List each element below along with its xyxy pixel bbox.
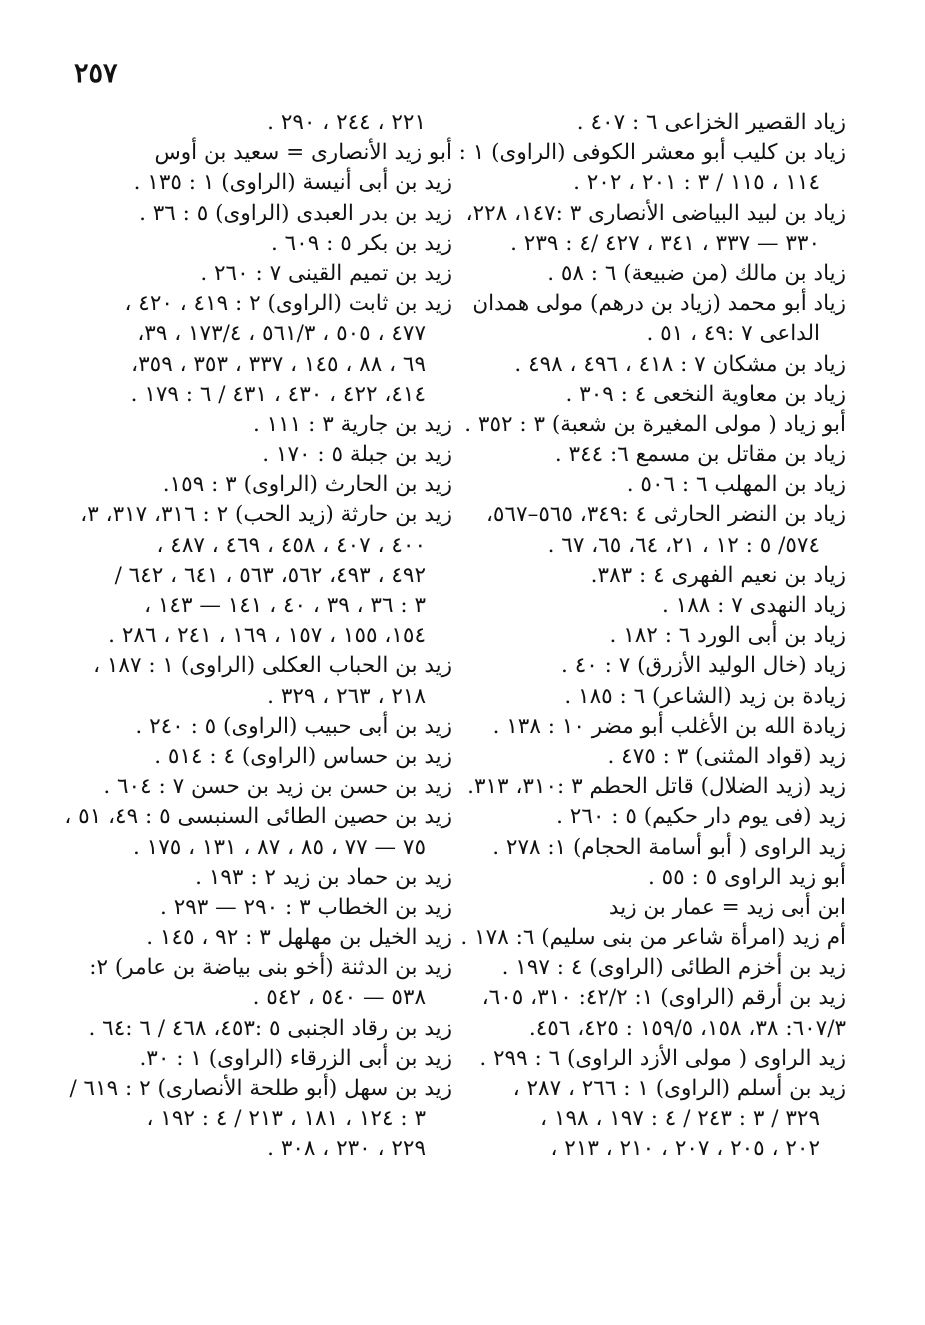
index-entry-line: زيد بن حصين الطائى السنبسى ٥ : ٤٩، ٥١ ، — [64, 804, 452, 830]
index-entry-line: زيد بن أبى الزرقاء (الراوى) ١ : ٣٠. — [139, 1045, 452, 1071]
index-entry-line: زياد بن المهلب ٦ : ٥٠٦ . — [626, 472, 846, 498]
index-column-right — [458, 108, 846, 1165]
index-entry-line: ١١٤ ، ١١٥ / ٣ : ٢٠١ ، ٢٠٢ . — [573, 170, 820, 196]
index-entry-line: زيد بن أبى حبيب (الراوى) ٥ : ٢٤٠ . — [135, 713, 452, 739]
index-entry-line: زيادة بن زيد (الشاعر) ٦ : ١٨٥ . — [564, 683, 846, 709]
index-entry-line: ٢٠٢ ، ٢٠٥ ، ٢٠٧ ، ٢١٠ ، ٢١٣ ، — [550, 1136, 820, 1162]
index-entry-line: زيد بن جبلة ٥ : ١٧٠ . — [262, 442, 452, 468]
index-entry-line: زياد بن معاوية النخعى ٤ : ٣٠٩ . — [565, 381, 846, 407]
index-entry-line: ٤٩٢ ، ٤٩٣، ٥٦٢، ٥٦٣ ، ٦٤١ ، ٦٤٢ / — [114, 562, 426, 588]
index-entry-line: ٣ : ١٢٤ ، ١٨١ ، ٢١٣ / ٤ : ١٩٢ ، — [146, 1106, 426, 1132]
index-entry-line: زياد بن مالك (من ضبيعة) ٦ : ٥٨ . — [547, 260, 846, 286]
index-entry-line: ٢٢١ ، ٢٤٤ ، ٢٩٠ . — [267, 110, 426, 135]
index-entry-line: زيد بن حماد بن زيد ٢ : ١٩٣ . — [195, 864, 452, 890]
index-entry-line: زيد بن بكر ٥ : ٦٠٩ . — [270, 230, 452, 256]
index-entry-line: زياد بن النضر الحارثى ٤ :٣٤٩، ٥٦٥–٥٦٧، — [485, 502, 846, 528]
index-entry-line: زياد بن نعيم الفهرى ٤ : ٣٨٣. — [590, 562, 846, 588]
index-entry-line: ٦٩ ، ٨٨ ، ١٤٥ ، ٣٣٧ ، ٣٥٣ ، ٣٥٩، — [131, 351, 426, 377]
index-entry-line: زيد بن رقاد الجنبى ٥ :٤٥٣، ٤٦٨ / ٦ :٦٤ . — [88, 1015, 452, 1041]
index-entry-line: زيد بن الخطاب ٣ : ٢٩٠ — ٢٩٣ . — [160, 894, 452, 920]
index-entry-line: أبو زيد الأنصارى = سعيد بن أوس — [154, 140, 452, 166]
index-entry-line: زيد بن حساس (الراوى) ٤ : ٥١٤ . — [154, 743, 452, 769]
index-entry-line: ٤٧٧ ، ٥٠٥ ، ٥٦١/٣ ، ١٧٣/٤ ، ٣٩، — [137, 321, 426, 347]
index-entry-line: زيد بن حسن بن زيد بن حسن ٧ : ٦٠٤ . — [103, 774, 452, 800]
index-entry-line: زياد بن مقاتل بن مسمع ٦: ٣٤٤ . — [554, 442, 846, 468]
index-entry-line: زيد الراوى ( أبو أسامة الحجام) ١: ٢٧٨ . — [492, 834, 846, 860]
index-entry-line: ٣ : ٣٦ ، ٣٩ ، ٤٠ ، ١٤١ — ١٤٣ ، — [144, 593, 426, 618]
index-entry-line: زياد بن أبى الورد ٦ : ١٨٢ . — [609, 623, 846, 649]
index-entry-line: زياد النهدى ٧ : ١٨٨ . — [661, 593, 846, 618]
page-number: ٢٥٧ — [74, 58, 118, 89]
index-entry-line: زيد (زيد الضلال) قاتل الحطم ٣ :٣١٠، ٣١٣. — [467, 774, 846, 800]
index-entry-line: زيد الراوى ( مولى الأزد الراوى) ٦ : ٢٩٩ . — [479, 1045, 846, 1071]
index-entry-line: زيد بن ثابت (الراوى) ٢ : ٤١٩ ، ٤٢٠ ، — [124, 291, 452, 317]
index-entry-line: أبو زياد ( مولى المغيرة بن شعبة) ٣ : ٣٥٢ . — [464, 411, 846, 437]
index-entry-line: زيادة الله بن الأغلب أبو مضر ١٠ : ١٣٨ . — [492, 713, 846, 739]
index-entry-line: زيد بن سهل (أبو طلحة الأنصارى) ٢ : ٦١٩ / — [69, 1076, 452, 1101]
index-entry-line: ٤١٤، ٤٢٢ ، ٤٣٠ ، ٤٣١ / ٦ : ١٧٩ . — [130, 381, 426, 407]
index-entry-line: زياد (خال الوليد الأزرق) ٧ : ٤٠ . — [561, 653, 846, 679]
index-entry-line: ٦٠٧/٣: ٣٨، ١٥٨، ١٥٩/٥ : ٤٢٥، ٤٥٦. — [528, 1015, 846, 1041]
index-entry-line: زيد بن الحارث (الراوى) ٣ : ١٥٩. — [162, 472, 452, 498]
index-entry-line: ٢١٨ ، ٢٦٣ ، ٣٢٩ . — [267, 683, 426, 709]
index-entry-line: زيد بن أبى أنيسة (الراوى) ١ : ١٣٥ . — [133, 170, 452, 196]
index-entry-line: زيد بن بدر العبدى (الراوى) ٥ : ٣٦ . — [139, 200, 452, 226]
index-entry-line: ٣٣٠ — ٣٣٧ ، ٣٤١ ، ٤٢٧ /٤ : ٢٣٩ . — [510, 230, 820, 256]
index-entry-line: زيد الخيل بن مهلهل ٣ : ٩٢ ، ١٤٥ . — [146, 925, 452, 951]
index-entry-line: زيد بن أخزم الطائى (الراوى) ٤ : ١٩٧ . — [501, 955, 846, 981]
index-entry-line: زيد (قواد المثنى) ٣ : ٤٧٥ . — [607, 743, 846, 769]
index-entry-line: زيد بن الحباب العكلى (الراوى) ١ : ١٨٧ ، — [93, 653, 452, 679]
index-entry-line: أم زيد (امرأة شاعر من بنى سليم) ٦: ١٧٨ . — [460, 925, 846, 951]
index-entry-line: ٢٢٩ ، ٢٣٠ ، ٣٠٨ . — [267, 1136, 426, 1162]
index-entry-line: زياد بن كليب أبو معشر الكوفى (الراوى) ١ : — [458, 140, 846, 166]
index-entry-line: زيد بن الدثنة (أخو بنى بياضة بن عامر) ٢: — [89, 955, 452, 981]
index-entry-line: زيد (فى يوم دار حكيم) ٥ : ٢٦٠ . — [556, 804, 846, 830]
index-entry-line: زيد بن أرقم (الراوى) ١: ٤٢/٢: ٣١٠، ٦٠٥، — [481, 985, 846, 1011]
index-entry-line: زيد بن أسلم (الراوى) ١ : ٢٦٦ ، ٢٨٧ ، — [512, 1076, 846, 1101]
index-entry-line: ٥٧٤/ ٥ : ١٢ ، ٢١، ٦٤، ٦٥، ٦٧ . — [547, 532, 820, 558]
index-entry-line: أبو زيد الراوى ٥ : ٥٥ . — [647, 864, 846, 890]
index-entry-line: زياد القصير الخزاعى ٦ : ٤٠٧ . — [576, 110, 846, 135]
index-entry-line: زياد بن مشكان ٧ : ٤١٨ ، ٤٩٦ ، ٤٩٨ . — [514, 351, 846, 377]
index-entry-line: الداعى ٧ :٤٩ ، ٥١ . — [646, 321, 820, 347]
index-entry-line: ٤٠٠ ، ٤٠٧ ، ٤٥٨ ، ٤٦٩ ، ٤٨٧ ، — [156, 532, 426, 558]
index-column-left — [66, 108, 452, 1165]
index-entry-line: زياد أبو محمد (زياد بن درهم) مولى همدان — [472, 291, 846, 317]
index-entry-line: زيد بن حارثة (زيد الحب) ٢ : ٣١٦، ٣١٧، ٣، — [80, 502, 452, 528]
index-entry-line: ٧٥ — ٧٧ ، ٨٥ ، ٨٧ ، ١٣١ ، ١٧٥ . — [132, 834, 426, 860]
index-entry-line: ٣٢٩ / ٣ : ٢٤٣ / ٤ : ١٩٧ ، ١٩٨ ، — [540, 1106, 820, 1132]
index-entry-line: زيد بن تميم القينى ٧ : ٢٦٠ . — [200, 260, 452, 286]
index-entry-line: ٥٣٨ — ٥٤٠ ، ٥٤٢ . — [252, 985, 426, 1011]
index-entry-line: زيد بن جارية ٣ : ١١١ . — [252, 411, 452, 437]
index-entry-line: زياد بن لبيد البياضى الأنصارى ٣ :١٤٧، ٢٢٨، — [465, 200, 846, 226]
index-entry-line: ١٥٤، ١٥٥ ، ١٥٧ ، ١٦٩ ، ٢٤١ ، ٢٨٦ . — [108, 623, 426, 649]
index-entry-line: ابن أبى زيد = عمار بن زيد — [608, 894, 846, 920]
